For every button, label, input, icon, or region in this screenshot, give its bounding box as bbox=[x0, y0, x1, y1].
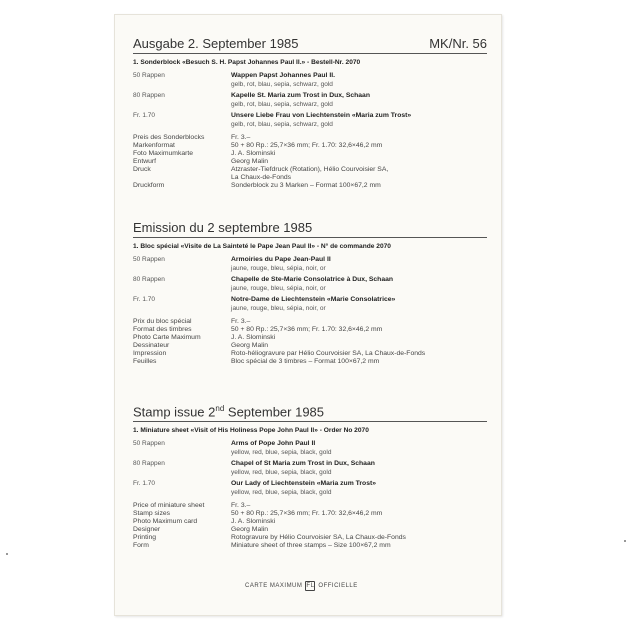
stamp-colors: jaune, rouge, bleu, sépia, noir, or bbox=[231, 264, 326, 272]
detail-value: Miniature sheet of three stamps – Size 100×67,2 mm bbox=[231, 542, 391, 549]
detail-row bbox=[133, 318, 487, 326]
stamp-row bbox=[133, 112, 487, 129]
detail-label: Designer bbox=[133, 526, 161, 533]
section-german bbox=[133, 33, 487, 190]
stamp-colors: gelb, rot, blau, sepia, schwarz, gold bbox=[231, 120, 333, 128]
stamp-row bbox=[133, 276, 487, 293]
detail-value: Georg Malin bbox=[231, 158, 269, 165]
detail-value: Fr. 3.– bbox=[231, 134, 251, 141]
stamp-denomination: 80 Rappen bbox=[133, 276, 165, 283]
dust-speck bbox=[624, 540, 626, 542]
detail-row bbox=[133, 158, 487, 166]
stamp-denomination: Fr. 1.70 bbox=[133, 112, 156, 119]
detail-value: La Chaux-de-Fonds bbox=[231, 174, 292, 181]
section-header bbox=[133, 217, 487, 237]
detail-row bbox=[133, 334, 487, 342]
detail-value: J. A. Slominski bbox=[231, 334, 276, 341]
stamp-colors: gelb, rot, blau, sepia, schwarz, gold bbox=[231, 100, 333, 108]
stamp-denomination: 50 Rappen bbox=[133, 440, 165, 447]
detail-label: Feuilles bbox=[133, 358, 157, 365]
stamp-colors: gelb, rot, blau, sepia, schwarz, gold bbox=[231, 80, 333, 88]
divider bbox=[133, 421, 487, 422]
stamp-row bbox=[133, 256, 487, 273]
footer-left-text: CARTE MAXIMUM bbox=[245, 583, 303, 589]
divider bbox=[133, 237, 487, 238]
detail-value: 50 + 80 Rp.: 25,7×36 mm; Fr. 1.70: 32,6×46,2 mm bbox=[231, 510, 383, 517]
detail-label: Druck bbox=[133, 166, 151, 173]
detail-value: Georg Malin bbox=[231, 526, 269, 533]
detail-row bbox=[133, 342, 487, 350]
stamp-row bbox=[133, 92, 487, 109]
detail-label: Format des timbres bbox=[133, 326, 192, 333]
detail-value: Sonderblock zu 3 Marken – Format 100×67,2 mm bbox=[231, 182, 381, 189]
section-french bbox=[133, 217, 487, 366]
detail-row bbox=[133, 182, 487, 190]
detail-row bbox=[133, 134, 487, 142]
detail-list bbox=[133, 318, 487, 366]
detail-label: Price of miniature sheet bbox=[133, 502, 205, 509]
stamp-colors: jaune, rouge, bleu, sépia, noir, or bbox=[231, 304, 326, 312]
section-subtitle: 1. Miniature sheet «Visit of His Holiness Pope John Paul II» - Order No 2070 bbox=[133, 427, 369, 434]
liechtenstein-emblem-icon: FL bbox=[306, 583, 315, 589]
detail-label: Impression bbox=[133, 350, 167, 357]
detail-value: Fr. 3.– bbox=[231, 318, 251, 325]
section-header bbox=[133, 33, 487, 53]
detail-label: Stamp sizes bbox=[133, 510, 171, 517]
detail-value: Roto-héliogravure par Hélio Courvoisier SA, La Chaux-de-Fonds bbox=[231, 350, 426, 357]
detail-row bbox=[133, 542, 487, 550]
detail-row bbox=[133, 518, 487, 526]
detail-label: Dessinateur bbox=[133, 342, 170, 349]
detail-value: Bloc spécial de 3 timbres – Format 100×67,2 mm bbox=[231, 358, 380, 365]
detail-value: J. A. Slominski bbox=[231, 150, 276, 157]
detail-row bbox=[133, 166, 487, 174]
stamp-denomination: 50 Rappen bbox=[133, 256, 165, 263]
section-subtitle: 1. Bloc spécial «Visite de La Sainteté le Pape Jean Paul II» - N° de commande 2070 bbox=[133, 243, 391, 250]
detail-row bbox=[133, 534, 487, 542]
detail-value: 50 + 80 Rp.: 25,7×36 mm; Fr. 1.70: 32,6×46,2 mm bbox=[231, 142, 383, 149]
stamp-denomination: Fr. 1.70 bbox=[133, 296, 156, 303]
detail-label: Preis des Sonderblocks bbox=[133, 134, 205, 141]
stamp-name: Kapelle St. Maria zum Trost in Dux, Schaan bbox=[231, 92, 370, 99]
footer-right-text: OFFICIELLE bbox=[318, 583, 358, 589]
detail-label: Druckform bbox=[133, 182, 165, 189]
stamp-name: Chapelle de Ste-Marie Consolatrice à Dux, Schaan bbox=[231, 276, 394, 283]
stamp-list bbox=[133, 256, 487, 313]
stamp-name: Our Lady of Liechtenstein «Maria zum Trost» bbox=[231, 480, 377, 487]
detail-row bbox=[133, 150, 487, 158]
detail-row bbox=[133, 350, 487, 358]
stamp-row bbox=[133, 296, 487, 313]
section-title: Stamp issue 2nd September 1985 bbox=[133, 403, 325, 419]
stamp-name: Wappen Papst Johannes Paul II. bbox=[231, 72, 335, 79]
detail-value: J. A. Slominski bbox=[231, 518, 276, 525]
card-number: MK/Nr. 56 bbox=[429, 36, 487, 51]
detail-label: Entwurf bbox=[133, 158, 157, 165]
section-english bbox=[133, 401, 487, 550]
maximum-card-sheet bbox=[114, 14, 502, 616]
stamp-row bbox=[133, 460, 487, 477]
stamp-row bbox=[133, 480, 487, 497]
stamp-name: Arms of Pope John Paul II bbox=[231, 440, 316, 447]
detail-row bbox=[133, 142, 487, 150]
section-header bbox=[133, 401, 487, 421]
detail-row bbox=[133, 326, 487, 334]
stamp-denomination: Fr. 1.70 bbox=[133, 480, 156, 487]
stamp-name: Chapel of St Maria zum Trost in Dux, Schaan bbox=[231, 460, 375, 467]
detail-label: Form bbox=[133, 542, 149, 549]
section-title: Ausgabe 2. September 1985 bbox=[133, 36, 299, 51]
detail-label: Markenformat bbox=[133, 142, 175, 149]
detail-label: Photo Maximum card bbox=[133, 518, 198, 525]
detail-value: 50 + 80 Rp.: 25,7×36 mm; Fr. 1.70: 32,6×46,2 mm bbox=[231, 326, 383, 333]
stamp-denomination: 50 Rappen bbox=[133, 72, 165, 79]
stamp-colors: yellow, red, blue, sepia, black, gold bbox=[231, 488, 332, 496]
section-title: Emission du 2 septembre 1985 bbox=[133, 220, 313, 235]
stamp-denomination: 80 Rappen bbox=[133, 460, 165, 467]
detail-value: Atzraster-Tiefdruck (Rotation), Hélio Courvoisier SA, bbox=[231, 166, 389, 173]
detail-row bbox=[133, 502, 487, 510]
stamp-list bbox=[133, 440, 487, 497]
card-footer bbox=[245, 581, 358, 591]
stamp-name: Notre-Dame de Liechtenstein «Marie Consolatrice» bbox=[231, 296, 396, 303]
stamp-name: Unsere Liebe Frau von Liechtenstein «Maria zum Trost» bbox=[231, 112, 412, 119]
detail-label: Photo Carte Maximum bbox=[133, 334, 201, 341]
stamp-colors: yellow, red, blue, sepia, black, gold bbox=[231, 448, 332, 456]
detail-label: Prix du bloc spécial bbox=[133, 318, 192, 325]
detail-value: Fr. 3.– bbox=[231, 502, 251, 509]
detail-value: Rotogravure by Hélio Courvoisier SA, La Chaux-de-Fonds bbox=[231, 534, 406, 541]
stamp-colors: yellow, red, blue, sepia, black, gold bbox=[231, 468, 332, 476]
detail-label bbox=[133, 174, 231, 182]
section-subtitle: 1. Sonderblock «Besuch S. H. Papst Johannes Paul II.» - Bestell-Nr. 2070 bbox=[133, 59, 361, 66]
detail-value: Georg Malin bbox=[231, 342, 269, 349]
stamp-denomination: 80 Rappen bbox=[133, 92, 165, 99]
detail-row bbox=[133, 510, 487, 518]
detail-row bbox=[133, 526, 487, 534]
stamp-row bbox=[133, 440, 487, 457]
stamp-list bbox=[133, 72, 487, 129]
detail-label: Foto Maximumkarte bbox=[133, 150, 194, 157]
detail-row bbox=[133, 174, 487, 182]
detail-list bbox=[133, 134, 487, 190]
stamp-colors: jaune, rouge, bleu, sépia, noir, or bbox=[231, 284, 326, 292]
detail-list bbox=[133, 502, 487, 550]
dust-speck bbox=[6, 553, 8, 555]
stamp-row bbox=[133, 72, 487, 89]
divider bbox=[133, 53, 487, 54]
stamp-name: Armoiries du Pape Jean-Paul II bbox=[231, 256, 331, 263]
detail-row bbox=[133, 358, 487, 366]
detail-label: Printing bbox=[133, 534, 157, 541]
